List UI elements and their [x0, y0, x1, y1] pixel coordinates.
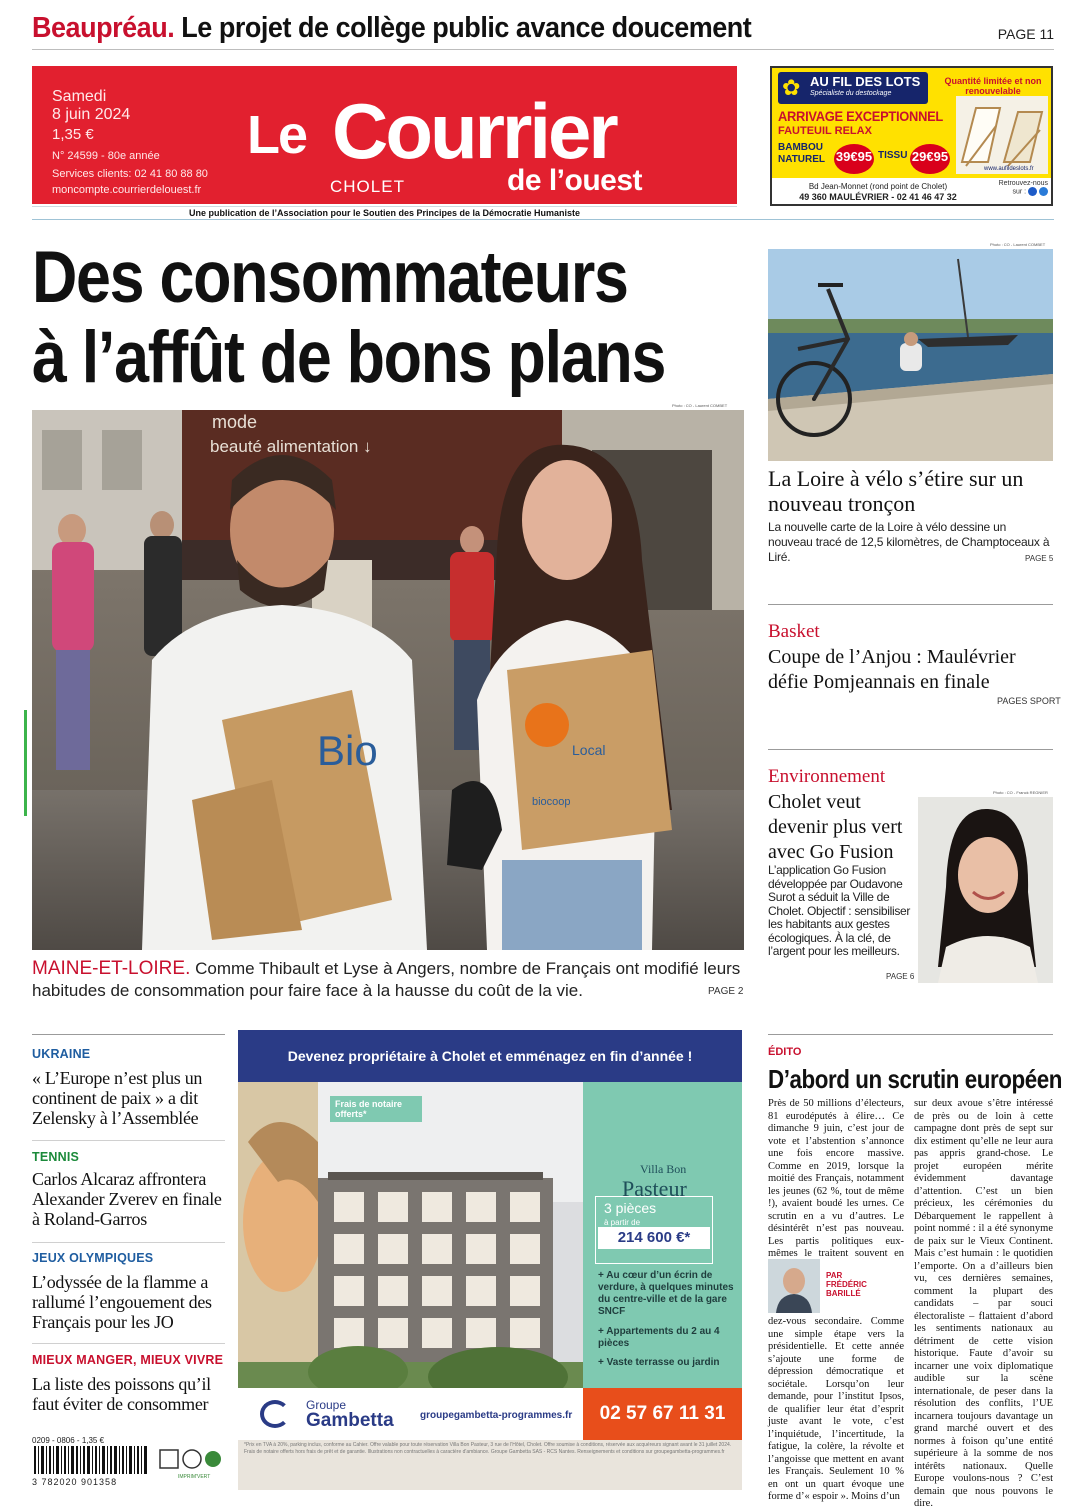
brief-title-food[interactable]: La liste des poissons qu’il faut éviter de consommer	[32, 1374, 211, 1414]
logo-edition: CHOLET	[330, 177, 405, 196]
basket-title[interactable]: Coupe de l’Anjou : Maulévrier défie Pomjeannais en finale	[768, 646, 1016, 693]
ad-frais-badge: Frais de notaire offerts*	[330, 1096, 422, 1122]
caption-kicker: MAINE-ET-LOIRE.	[32, 958, 191, 979]
brief-title-tennis[interactable]: Carlos Alcaraz affrontera Alexander Zverev en finale à Roland-Garros	[32, 1169, 222, 1229]
brief-kicker-food: MIEUX MANGER, MIEUX VIVRE	[32, 1353, 224, 1367]
gambetta-logo-icon	[260, 1400, 290, 1428]
top-teaser[interactable]	[32, 12, 1054, 50]
author-last-name: BARILLÉ	[826, 1289, 861, 1298]
ad-bullet-location: + Au cœur d’un écrin de verdure, à quelques minutes du centre-ville et de la gare SNCF	[598, 1270, 734, 1317]
bag-local-label: Local	[572, 742, 606, 758]
main-story-page[interactable]: PAGE 2	[708, 986, 744, 997]
shoppers-photo	[32, 410, 744, 950]
basket-page[interactable]: PAGES SPORT	[997, 696, 1061, 706]
ad-social-label: Retrouvez-nous sur :	[998, 180, 1048, 196]
main-caption	[32, 958, 744, 1002]
author-first-name: FRÉDÉRIC	[826, 1280, 867, 1289]
ad-bambou: BAMBOU NATUREL	[778, 142, 826, 165]
loire-bicycle-photo	[768, 249, 1053, 461]
deckchair-icon	[956, 96, 1048, 174]
divider	[768, 1034, 1053, 1035]
ad-from-label: à partir de	[604, 1218, 641, 1227]
ad-villa-bon-pasteur[interactable]	[238, 1030, 742, 1490]
ad-au-fil-des-lots[interactable]	[770, 66, 1053, 206]
masthead-date: 8 juin 2024	[52, 106, 131, 123]
environment-title[interactable]: Cholet veut devenir plus vert avec Go Fusion	[768, 791, 903, 863]
masthead-phone: Services clients: 02 41 80 88 80	[52, 168, 208, 180]
main-headline[interactable]	[32, 237, 666, 398]
ad-legal-text: *Prix en TVA à 20%, parking inclus, conforme au Cahier. Offre valable pour toute réservation Villa Bon Pasteur, 3 rue de l'Hôtel, Cholet. Offre soumise à conditions, réservée aux acquéreurs signant avant le 31 juillet 2024. Frais de notaire offerts hors frais de prêt et de garantie. Illustrations non contractuelles à caractère d'ambiance. Groupe Gambetta SAS - RCS Nantes. Renseignements et conditions sur groupegambetta-programmes.fr	[244, 1442, 732, 1455]
divider	[32, 1140, 225, 1141]
masthead	[32, 66, 737, 204]
ad-address: Bd Jean-Monnet (rond point de Cholet)	[808, 182, 948, 191]
environment-summary: L’application Go Fusion développée par Oudavone Surot a séduit la Ville de Cholet. Objectif : sensibiliser les habitants aux gestes écologiques. À la clé, de l’argent pour les meilleurs.	[768, 863, 911, 958]
divider	[32, 1242, 225, 1243]
divider	[768, 749, 1053, 750]
top-teaser-title: Le projet de collège public avance doucement	[181, 12, 752, 44]
ad-brand-box	[778, 72, 928, 104]
logo-le: Le	[247, 105, 307, 165]
ad-banner: Devenez propriétaire à Cholet et emménagez en fin d’année !	[238, 1030, 742, 1082]
ad-price: 214 600 €*	[598, 1227, 710, 1249]
top-teaser-kicker: Beaupréau.	[32, 12, 175, 44]
main-headline-line1: Des consommateurs	[32, 237, 628, 318]
environment-kicker: Environnement	[768, 766, 886, 787]
basket-kicker: Basket	[768, 621, 820, 642]
top-teaser-headline[interactable]	[32, 12, 751, 45]
author-avatar	[768, 1259, 820, 1313]
brief-kicker-ukraine: UKRAINE	[32, 1047, 91, 1061]
ad-villa-name-1: Villa Bon	[640, 1162, 687, 1176]
edito-column-1b: dez-vous secondaire. Comme une simple étape vers la présidentielle. Et cette année s’ajoute une forme de dépression démocratique et sociétale. Lorsqu’on leur demande, pour l’institut Ipsos, de qualifier leur état d’esprit juste avant le vote, c’est l’inquiétude, l’incertitude, la fatigue, la colère, la révolte et l’angoisse que mettent en avant les Français. Seulement 10 % en ont un quart évoque une forme d’« espoir ». Moins d’un	[768, 1316, 904, 1502]
ad-brand-sub: Spécialiste du destockage	[810, 90, 892, 97]
brief-kicker-olympics: JEUX OLYMPIQUES	[32, 1251, 154, 1265]
brief-kicker-tennis: TENNIS	[32, 1150, 80, 1164]
masthead-account[interactable]: moncompte.courrierdelouest.fr	[52, 184, 202, 196]
barcode-icon	[32, 1446, 150, 1474]
barcode-info: 0209 - 0806 - 1,35 €	[32, 1436, 105, 1445]
instagram-icon[interactable]	[1039, 187, 1048, 196]
loire-page[interactable]: PAGE 5	[1025, 554, 1054, 563]
barcode-number: 3 782020 901358	[32, 1477, 118, 1487]
ad-price-tissu: 29€95	[910, 144, 950, 174]
photo-credit: Photo : CO - Franck REGNIER	[993, 790, 1048, 795]
ad-website[interactable]: www.aufildeslots.fr	[984, 166, 1034, 172]
photo-credit: Photo : CO - Laurent COMBET	[672, 403, 728, 408]
edito-column-1a: Près de 50 millions d’électeurs, 81 eurodéputés à élire… Ce dimanche 9 juin, c’est jour de vote et l’abstention s’annonce une fois encore massive. Comme en 2019, lorsque la moitié des Français, notamment les jeunes (62 %, tout de même !), avaient boudé les urnes. Ce scrutin en a vu d’autres. Le désintérêt n’est pas nouveau. Les partis politiques eux-mêmes le traitent souvent en	[768, 1098, 904, 1259]
ad-social	[988, 180, 1048, 196]
masthead-day: Samedi	[52, 88, 107, 105]
facebook-icon[interactable]	[1028, 187, 1037, 196]
ad-price-bambou: 39€95	[834, 144, 874, 174]
author-by: PAR	[826, 1271, 843, 1280]
loire-photo[interactable]	[768, 249, 1053, 461]
store-sign-aisles: beauté alimentation ↓	[210, 437, 372, 456]
ad-phone[interactable]: 02 57 67 11 31	[583, 1388, 742, 1440]
bag-bio-label: Bio	[317, 727, 378, 774]
ad-brand: AU FIL DES LOTS	[810, 74, 921, 89]
main-headline-line2: à l’affût de bons plans	[32, 317, 666, 398]
top-teaser-page: PAGE 11	[997, 26, 1054, 42]
masthead-issue: N° 24599 - 80e année	[52, 150, 160, 162]
main-photo[interactable]	[32, 410, 744, 950]
bag-brand-label: biocoop	[532, 796, 571, 808]
divider	[32, 1034, 225, 1035]
ad-villa-name-2: Pasteur	[622, 1176, 687, 1201]
divider	[32, 219, 1054, 220]
store-sign-mode: mode	[212, 412, 258, 432]
loire-title[interactable]: La Loire à vélo s’étire sur un nouveau tronçon	[768, 466, 1024, 516]
ad-bullet-apartments: + Appartements du 2 au 4 pièces	[598, 1326, 720, 1349]
eco-label: IMPRIM'VERT	[178, 1474, 211, 1480]
logo-ouest: de l’ouest	[507, 164, 643, 197]
ad-arrivage: ARRIVAGE EXCEPTIONNEL	[778, 108, 944, 124]
environment-photo[interactable]	[918, 797, 1053, 983]
masthead-price: 1,35 €	[52, 126, 94, 143]
loire-summary: La nouvelle carte de la Loire à vélo dessine un nouveau tracé de 12,5 kilomètres, de Champtoceaux à Liré.	[768, 520, 1050, 564]
ad-website[interactable]: groupegambetta-programmes.fr	[420, 1410, 573, 1421]
ad-fauteuil: FAUTEUIL RELAX	[778, 125, 872, 137]
brief-title-olympics[interactable]: L’odyssée de la flamme a rallumé l’engouement des Français pour les JO	[32, 1272, 212, 1332]
edito-title[interactable]: D’abord un scrutin européen	[768, 1064, 1063, 1094]
brief-title-ukraine[interactable]: « L’Europe n’est plus un continent de paix » a dit Zelensky à l’Assemblée	[32, 1068, 203, 1128]
divider	[768, 604, 1053, 605]
flower-icon: ✿	[782, 75, 801, 100]
ad-building-illustration	[238, 1082, 583, 1418]
ad-groupe-name: Gambetta	[306, 1410, 394, 1431]
recycling-icon	[158, 1448, 222, 1472]
ad-groupe-label: Groupe	[306, 1398, 347, 1412]
caption-text: Comme Thibault et Lyse à Angers, nombre de Français ont modifié leurs habitudes de consommation pour faire face à la hausse du coût de la vie.	[32, 959, 741, 1000]
divider	[32, 1343, 225, 1344]
ad-city-phone: 49 360 MAULÉVRIER - 02 41 46 47 32	[799, 192, 957, 202]
ad-tissu: TISSU	[878, 150, 908, 161]
ad-rooms: 3 pièces	[604, 1200, 657, 1216]
masthead-tagline: Une publication de l’Association pour le Soutien des Principes de la Démocratie Humaniste	[32, 206, 737, 218]
environment-page[interactable]: PAGE 6	[886, 972, 915, 981]
edito-kicker: ÉDITO	[768, 1046, 802, 1058]
logo-courrier: Courrier	[332, 87, 616, 175]
photo-credit: Photo : CO - Laurent COMBET	[990, 242, 1046, 247]
edito-column-2: sur deux avoue s’être intéressé de près ou de loin à cette campagne dont près de sept sur dix estiment qu’elle ne leur aura pas appris grand-chose. Le projet européen mérite évidemment davantage d’attention. C’est un bien précieux, les cérémonies du Débarquement le rappellent à point nommé : il a été synonyme de paix sur le Vieux Continent. Mais c’est humain : le quotidien l’emporte. On a d’ailleurs bien vu, ces dernières semaines, comment la plupart des candidats – par souci électoraliste – flattaient d’abord les sentiments nationaux au détriment de cette vision historique. Faute d’avoir su incarner une voix diplomatique audible sur la scène internationale, de peser dans la résolution des conflits, l’UE incarnera toujours davantage un grand marché ouvert et des normes à foison qu’une entité supérieure à la somme de nos intérêts nationaux. Quelle Europe voulons-nous ? C’est demain que nous pouvons le dire.	[914, 1098, 1053, 1509]
portrait-photo	[918, 797, 1053, 983]
margin-marker	[24, 710, 27, 816]
ad-limited: Quantité limitée et non renouvelable	[944, 76, 1042, 96]
ad-bullet-terrace: + Vaste terrasse ou jardin	[598, 1357, 720, 1368]
